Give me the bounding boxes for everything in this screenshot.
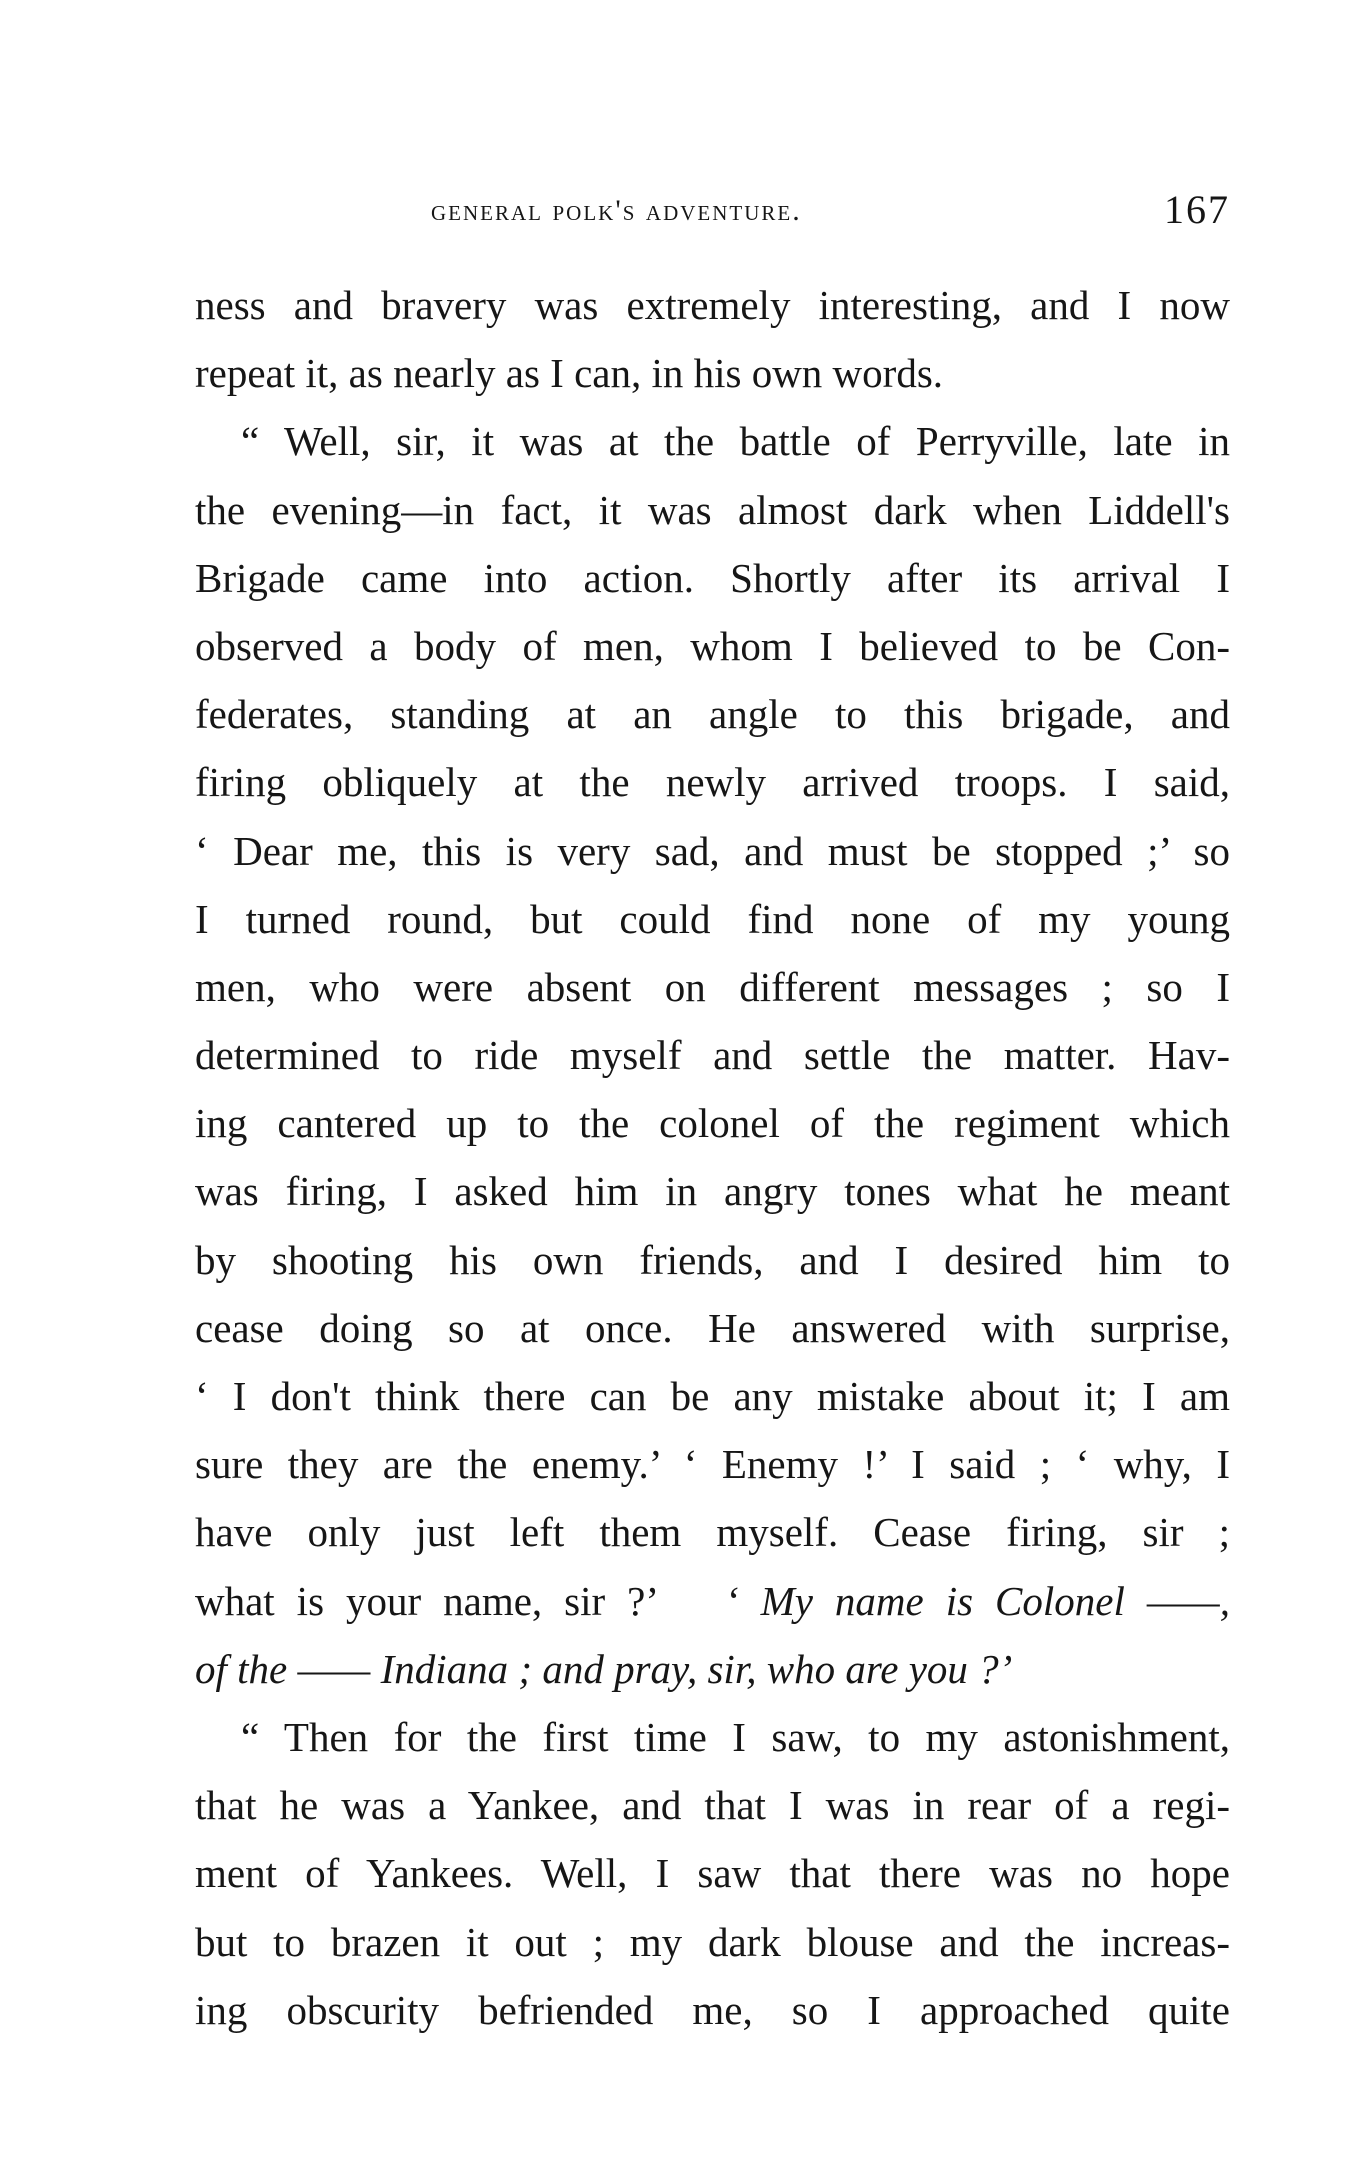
text-line: the evening—in fact, it was almost dark when Liddell's	[195, 486, 1230, 533]
body-text	[195, 271, 1230, 2044]
running-head	[195, 186, 1230, 236]
text-line: I turned round, but could find none of my young	[195, 895, 1230, 942]
text-line: federates, standing at an angle to this brigade, and	[195, 691, 1230, 738]
text-line: was firing, I asked him in angry tones what he meant	[195, 1168, 1230, 1215]
text-line: have only just left them myself. Cease firing, sir ;	[195, 1509, 1230, 1556]
text-line: “ Well, sir, it was at the battle of Perryville, late in	[241, 418, 1230, 465]
text-line: ‘ I don't think there can be any mistake about it; I am	[195, 1373, 1230, 1419]
text-line: men, who were absent on different messages ; so I	[195, 963, 1230, 1010]
italic-segment: ‘ My name is Colonel ——,	[724, 1577, 1231, 1624]
text-line: repeat it, as nearly as I can, in his own words.	[195, 350, 944, 397]
text-line: ‘ Dear me, this is very sad, and must be stopped ;’ so	[195, 827, 1230, 874]
page-number: 167	[1164, 187, 1230, 232]
text-line: ment of Yankees. Well, I saw that there was no hope	[195, 1850, 1230, 1897]
text-line: ing cantered up to the colonel of the regiment which	[195, 1100, 1230, 1147]
text-line-mixed	[195, 1567, 1230, 1635]
text-line: “ Then for the first time I saw, to my astonishment,	[241, 1713, 1230, 1760]
text-line: firing obliquely at the newly arrived troops. I said,	[195, 759, 1230, 806]
text-line: cease doing so at once. He answered with surprise,	[195, 1304, 1230, 1351]
chapter-title: general polk's adventure.	[431, 194, 802, 227]
text-line: ing obscurity befriended me, so I approached quite	[195, 1986, 1230, 2033]
text-line: observed a body of men, whom I believed to be Con-	[195, 622, 1230, 669]
text-line: that he was a Yankee, and that I was in rear of a regi-	[195, 1782, 1230, 1829]
text-line: sure they are the enemy.’ ‘ Enemy !’ I said ; ‘ why, I	[195, 1441, 1230, 1488]
text-line: Brigade came into action. Shortly after its arrival I	[195, 554, 1230, 601]
text-line: but to brazen it out ; my dark blouse and the increas-	[195, 1918, 1230, 1965]
text-line: ness and bravery was extremely interesting, and I now	[195, 282, 1230, 328]
text-segment: what is your name, sir ?’	[195, 1577, 659, 1624]
text-line: of the —— Indiana ; and pray, sir, who are you ?’	[195, 1645, 1013, 1692]
text-line: by shooting his own friends, and I desired him to	[195, 1236, 1230, 1283]
text-line: determined to ride myself and settle the matter. Hav-	[195, 1032, 1230, 1079]
